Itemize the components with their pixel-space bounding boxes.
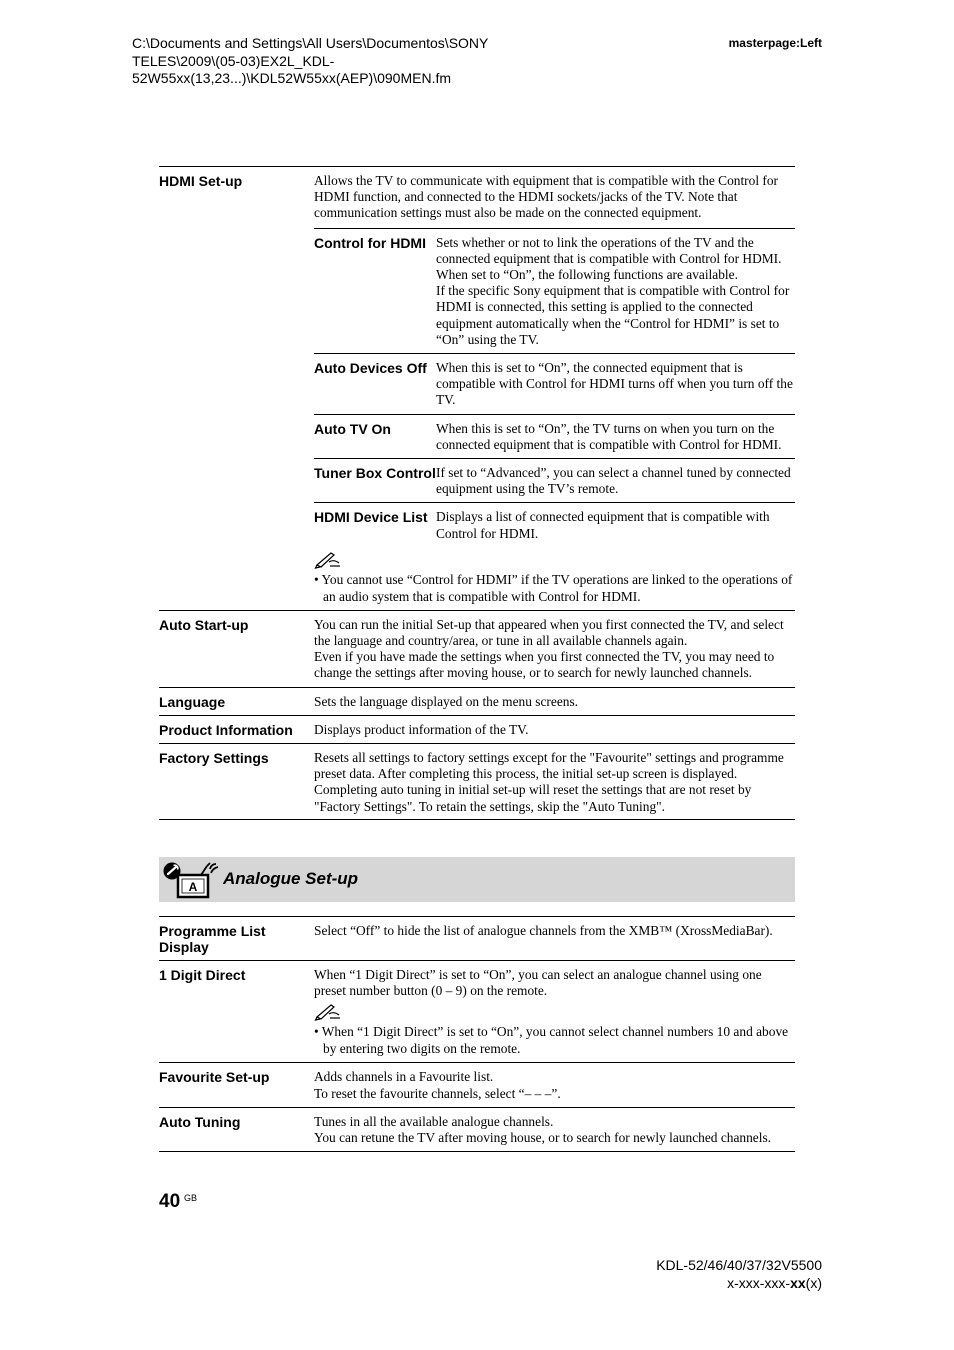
subdesc-tuner-box-control: If set to “Advanced”, you can select a channel tuned by connected equipment using the TV’s remote. xyxy=(436,465,791,497)
table-row-1-digit-direct xyxy=(159,960,795,1062)
desc-auto-startup-2: Even if you have made the settings when you first connected the TV, you may need to change the settings after moving house, or to search for newly launched channels. xyxy=(314,649,775,681)
code-prefix: x-xxx-xxx- xyxy=(727,1275,791,1291)
desc-1-digit-direct-text: When “1 Digit Direct” is set to “On”, you can select an analogue channel using one preset number button (0 – 9) on the remote. xyxy=(314,967,762,999)
term-auto-tuning: Auto Tuning xyxy=(159,1113,241,1130)
table-row-favourite-setup xyxy=(159,1062,795,1106)
subdesc-control-for-hdmi xyxy=(436,235,795,348)
pencil-note-icon xyxy=(314,1003,342,1021)
subdesc-auto-tv-on: When this is set to “On”, the TV turns on when you turn on the connected equipment that is compatible with Control for HDMI. xyxy=(436,420,782,452)
subdesc-control-for-hdmi-1: Sets whether or not to link the operations of the TV and the connected equipment that is compatible with Control for HDMI. When set to “On”, the following functions are available. xyxy=(436,234,782,283)
model-number: KDL-52/46/40/37/32V5500 xyxy=(656,1257,822,1273)
page-language-code: GB xyxy=(184,1193,198,1203)
term-favourite-setup: Favourite Set-up xyxy=(159,1069,270,1086)
file-path-header xyxy=(132,35,552,88)
subterm-auto-tv-on: Auto TV On xyxy=(314,420,391,437)
term-programme-list-display: Programme List Display xyxy=(159,923,266,955)
table-row-factory-settings xyxy=(159,743,795,820)
subterm-hdmi-device-list: HDMI Device List xyxy=(314,509,428,526)
table-row-product-information xyxy=(159,715,795,743)
desc-hdmi-setup xyxy=(314,173,795,605)
setup-table xyxy=(159,166,795,820)
term-factory-settings: Factory Settings xyxy=(159,750,269,767)
section-title-analogue-setup: Analogue Set-up xyxy=(223,869,359,888)
subrow-control-for-hdmi xyxy=(314,229,795,353)
page-number: 40 xyxy=(159,1191,181,1212)
term-hdmi-setup: HDMI Set-up xyxy=(159,173,243,189)
desc-programme-list-display: Select “Off” to hide the list of analogue channels from the XMB™ (XrossMediaBar). xyxy=(314,923,773,938)
footer-model-info xyxy=(656,1256,822,1292)
1-digit-direct-note-text: • When “1 Digit Direct” is set to “On”, you cannot select channel numbers 10 and above by entering two digits on the remote. xyxy=(314,1024,789,1057)
desc-favourite-setup-2: To reset the favourite channels, select “– – –”. xyxy=(314,1085,561,1101)
1-digit-direct-note xyxy=(314,1003,795,1057)
term-1-digit-direct: 1 Digit Direct xyxy=(159,967,246,983)
subrow-auto-tv-on xyxy=(314,414,795,458)
document-code xyxy=(656,1274,822,1292)
desc-hdmi-setup-text: Allows the TV to communicate with equipment that is compatible with the Control for HDMI function, and connected to the HDMI sockets/jacks of the TV. Note that communication settings must also be made on the connected equipment. xyxy=(314,173,779,221)
subdesc-auto-devices-off: When this is set to “On”, the connected equipment that is compatible with Control for HDMI turns off when you turn off the TV. xyxy=(436,360,793,408)
table-row-auto-tuning xyxy=(159,1107,795,1152)
subterm-control-for-hdmi: Control for HDMI xyxy=(314,234,426,251)
table-row-programme-list-display xyxy=(159,916,795,960)
desc-auto-tuning-2: You can retune the TV after moving house, or to search for newly launched channels. xyxy=(314,1130,772,1146)
hdmi-note xyxy=(314,551,795,605)
table-row-language xyxy=(159,687,795,715)
file-path-line-1: C:\Documents and Settings\All Users\Documentos\SONY xyxy=(132,35,489,51)
subrow-hdmi-device-list xyxy=(314,502,795,546)
desc-favourite-setup-1: Adds channels in a Favourite list. xyxy=(314,1069,494,1085)
desc-auto-tuning xyxy=(314,1114,795,1146)
file-path-line-2: TELES\2009\(05-03)EX2L_KDL- xyxy=(132,52,335,69)
subterm-tuner-box-control: Tuner Box Control xyxy=(314,465,436,482)
analogue-icon-letter: A xyxy=(188,880,198,894)
subdesc-control-for-hdmi-2: If the specific Sony equipment that is compatible with Control for HDMI is connected, this setting is applied to the connected equipment automatically when the “Control for HDMI” is set to “On” using the TV. xyxy=(436,283,790,347)
section-header-analogue-setup xyxy=(159,857,795,902)
desc-auto-startup xyxy=(314,617,795,682)
desc-factory-settings: Resets all settings to factory settings except for the "Favourite" settings and programme preset data. After completing this process, the initial set-up screen is displayed. Completing auto tuning in initial set-up will reset the settings that are not reset by "Factory Settings". To retain the settings, skip the "Auto Tuning". xyxy=(314,750,784,814)
desc-auto-startup-1: You can run the initial Set-up that appeared when you first connected the TV, and select the language and country/area, or tune in all available channels again. xyxy=(314,616,784,649)
desc-product-information: Displays product information of the TV. xyxy=(314,721,529,737)
code-suffix: (x) xyxy=(805,1275,822,1291)
table-row-auto-startup xyxy=(159,610,795,687)
analogue-setup-icon xyxy=(161,860,219,900)
file-path-line-3: 52W55xx(13,23...)\KDL52W55xx(AEP)\090MEN.fm xyxy=(132,70,452,86)
desc-1-digit-direct xyxy=(314,967,795,1057)
subrow-tuner-box-control xyxy=(314,458,795,502)
table-row-hdmi-setup xyxy=(159,166,795,610)
pencil-note-icon xyxy=(314,551,342,569)
term-product-information: Product Information xyxy=(159,721,293,738)
desc-auto-tuning-1: Tunes in all the available analogue channels. xyxy=(314,1113,554,1129)
code-bold: xx xyxy=(790,1275,806,1291)
term-auto-startup: Auto Start-up xyxy=(159,616,249,633)
subrow-auto-devices-off xyxy=(314,353,795,414)
subterm-auto-devices-off: Auto Devices Off xyxy=(314,360,427,377)
analogue-table xyxy=(159,916,795,1152)
hdmi-note-text: • You cannot use “Control for HDMI” if the TV operations are linked to the operations of an audio system that is compatible with Control for HDMI. xyxy=(314,571,793,604)
desc-favourite-setup xyxy=(314,1069,795,1101)
subdesc-hdmi-device-list: Displays a list of connected equipment that is compatible with Control for HDMI. xyxy=(436,509,770,541)
masterpage-label: masterpage:Left xyxy=(728,36,822,50)
term-language: Language xyxy=(159,693,226,710)
hdmi-subtable xyxy=(314,228,795,547)
desc-language: Sets the language displayed on the menu screens. xyxy=(314,693,579,709)
